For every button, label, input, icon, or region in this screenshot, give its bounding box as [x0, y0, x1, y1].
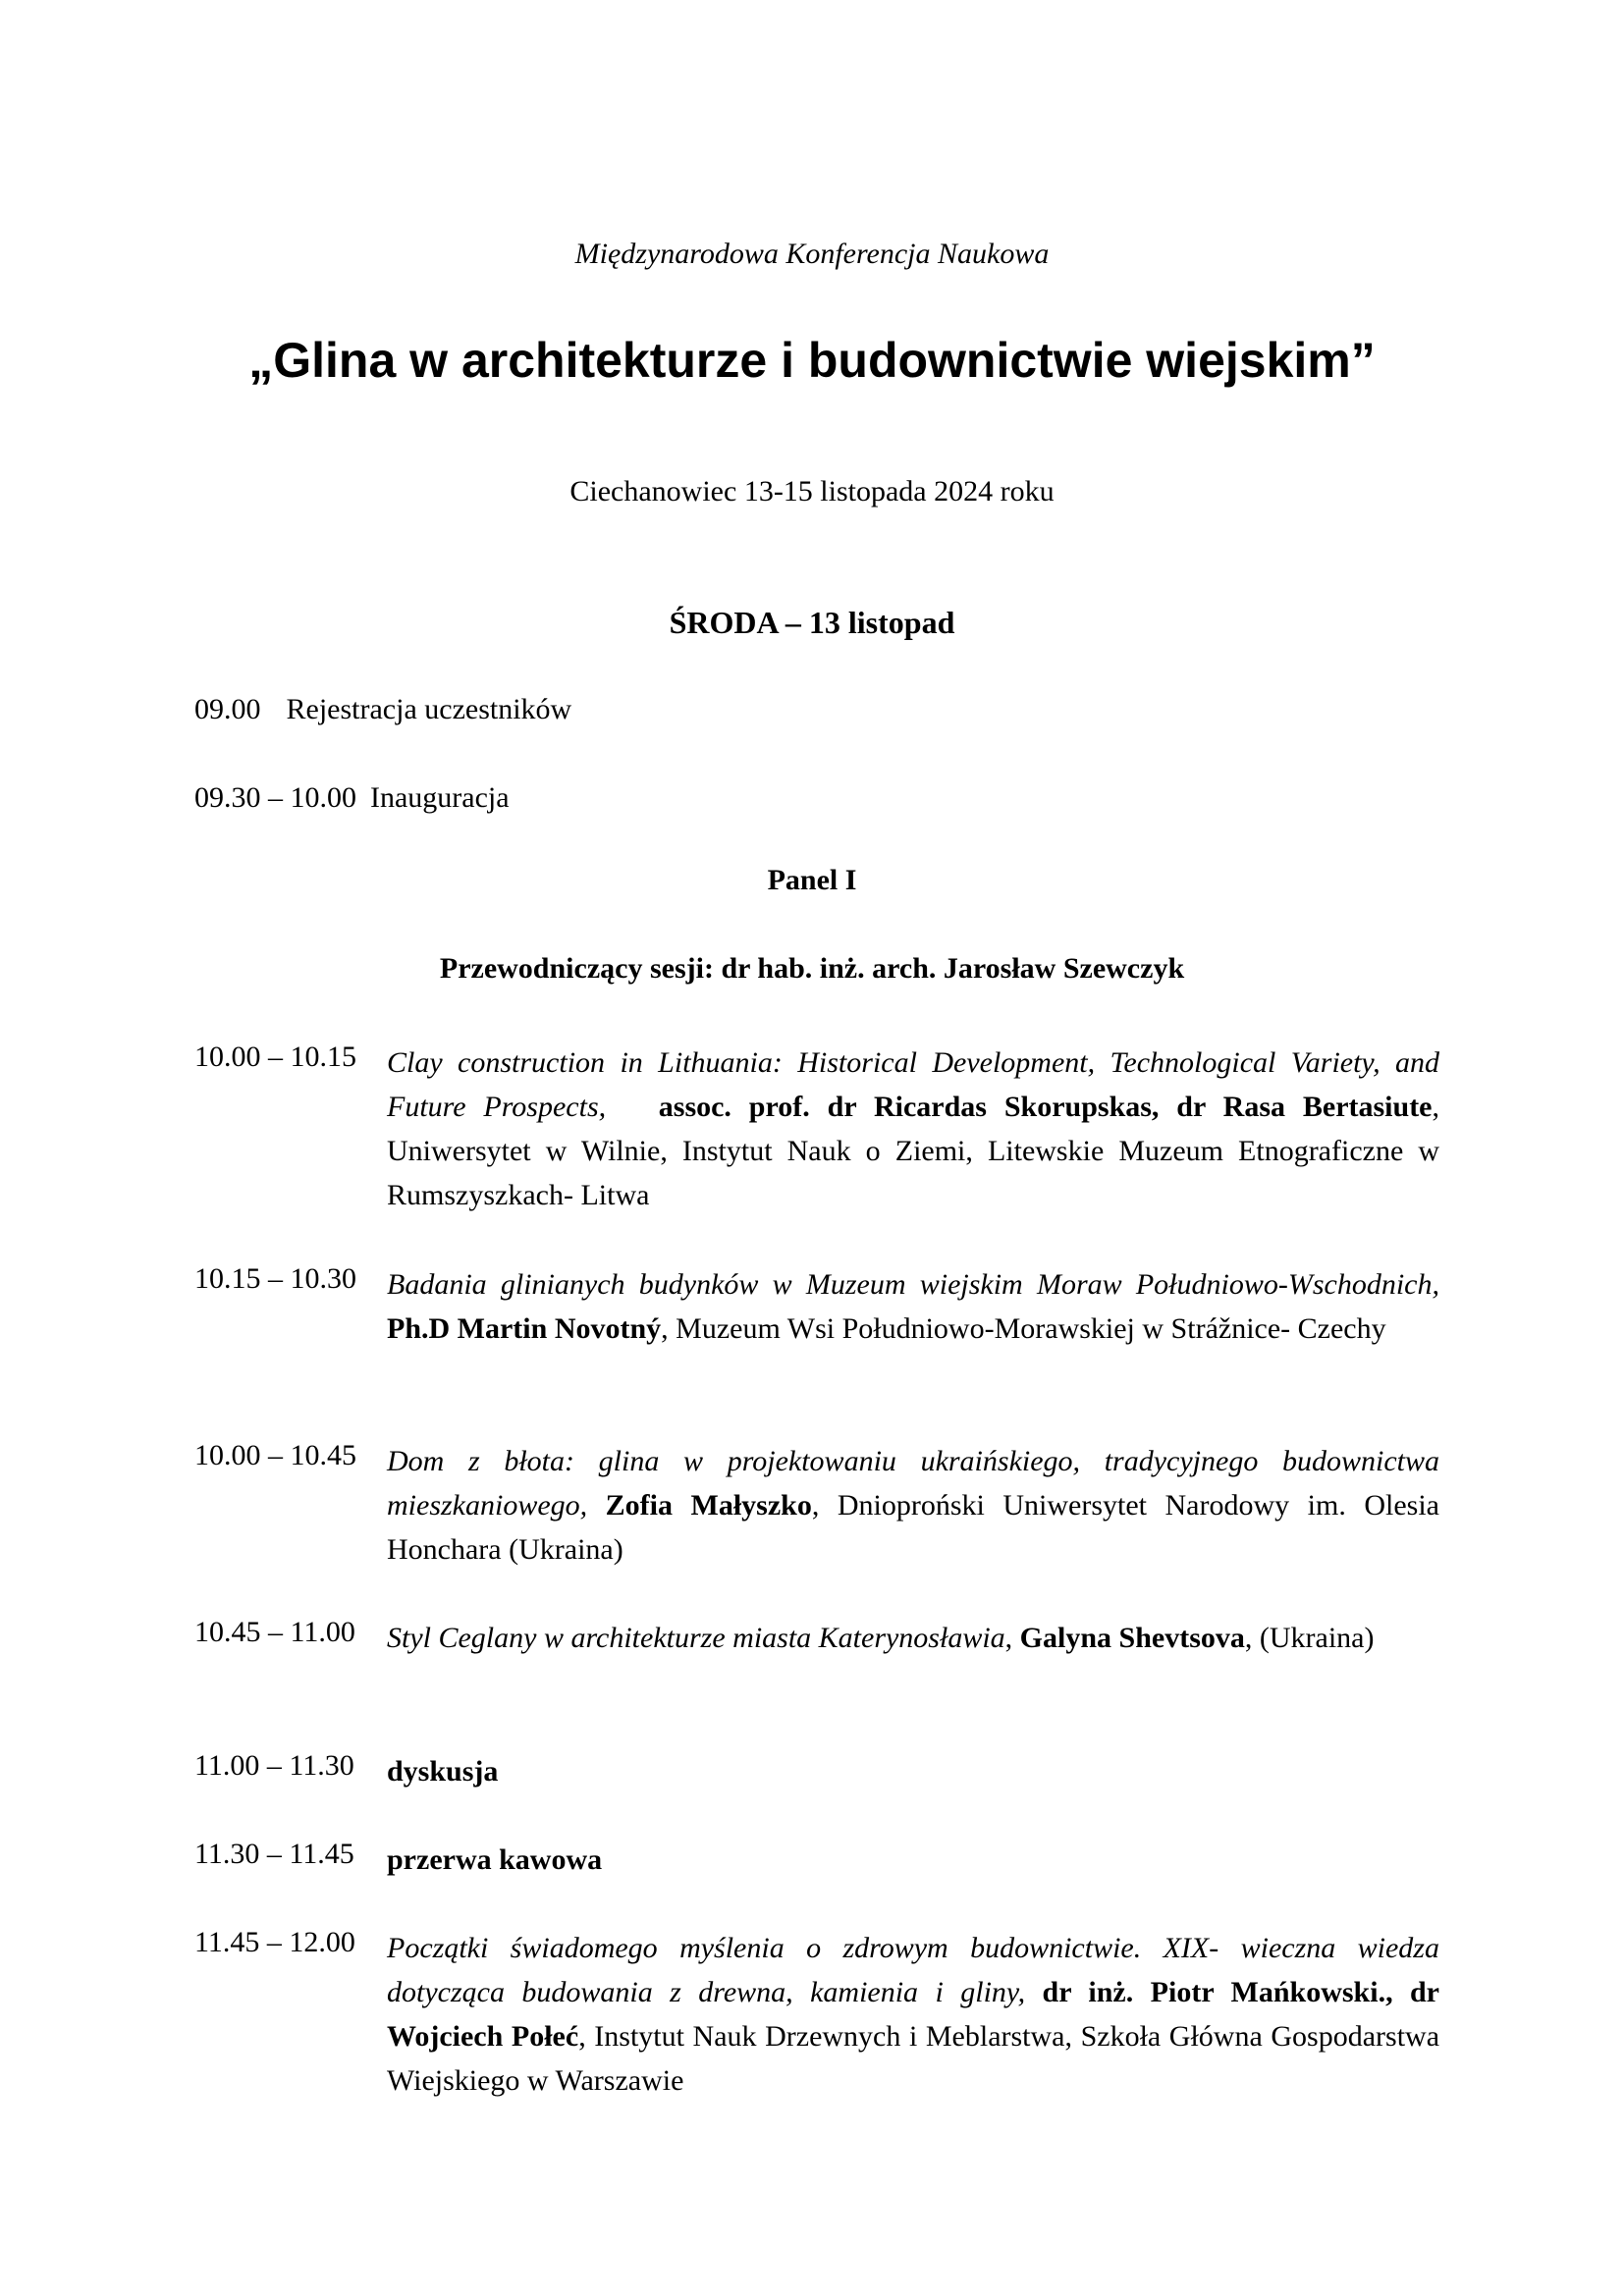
- schedule-time: 09.30 – 10.00: [194, 781, 356, 814]
- schedule-label: Inauguracja: [370, 781, 510, 814]
- conference-title: „Glina w architekturze i budownictwie wiejskim”: [248, 333, 1376, 388]
- talk-affiliation: , Instytut Nauk Drzewnych i Meblarstwa, Szkoła Główna Gospodarstwa Wiejskiego w Warszawie: [387, 2020, 1440, 2097]
- talk-entry: [194, 1262, 1439, 1351]
- talk-time: 10.00 – 10.15: [194, 1041, 356, 1073]
- schedule-item-coffee-break: [194, 1838, 1439, 1882]
- panel-title: Panel I: [767, 864, 857, 896]
- talk-affiliation: , (Ukraina): [1244, 1622, 1375, 1654]
- talk-entry: 10.45 – 11.00 Styl Ceglany w architekturze miasta Katerynosławia, Galyna Shevtsova, (Ukraina): [194, 1616, 1375, 1654]
- talk-title: Clay construction in Lithuania: Historical Development, Technological Variety, and Future Prospects,: [387, 1046, 1439, 1123]
- schedule-item-discussion: [194, 1749, 1439, 1793]
- talk-entry: [194, 1926, 1439, 2103]
- talk-authors: Galyna Shevtsova: [1019, 1622, 1245, 1654]
- talk-authors: assoc. prof. dr Ricardas Skorupskas, dr Rasa Bertasiute: [658, 1091, 1433, 1123]
- schedule-label: przerwa kawowa: [387, 1843, 603, 1876]
- talk-time: 11.45 – 12.00: [194, 1926, 355, 1958]
- talk-affiliation: , Dnioproński Uniwersytet Narodowy im. Olesia Honchara (Ukraina): [387, 1489, 1439, 1566]
- talk-entry: [194, 1041, 1439, 1217]
- panel-chair: Przewodniczący sesji: dr hab. inż. arch. Jarosław Szewczyk: [439, 952, 1185, 985]
- talk-authors: Zofia Małyszko: [605, 1489, 812, 1522]
- talk-authors: dr inż. Piotr Mańkowski., dr Wojciech Połeć: [387, 1976, 1439, 2053]
- schedule-time: 11.30 – 11.45: [194, 1838, 354, 1870]
- talk-entry: [194, 1439, 1439, 1572]
- conference-pretitle: Międzynarodowa Konferencja Naukowa: [574, 238, 1050, 270]
- schedule-item-inauguration: [194, 781, 510, 815]
- talk-time: 10.45 – 11.00: [194, 1616, 355, 1648]
- conference-place-date: Ciechanowiec 13-15 listopada 2024 roku: [569, 475, 1055, 507]
- talk-time: 10.00 – 10.45: [194, 1439, 356, 1471]
- talk-title: Badania glinianych budynków w Muzeum wiejskim Moraw Południowo-Wschodnich,: [387, 1268, 1439, 1301]
- schedule-time: 09.00: [194, 693, 261, 725]
- talk-affiliation: , Uniwersytet w Wilnie, Instytut Nauk o Ziemi, Litewskie Muzeum Etnograficzne w Rumszyszkach- Litwa: [387, 1091, 1439, 1211]
- schedule-label: dyskusja: [387, 1755, 499, 1788]
- day-heading: ŚRODA – 13 listopad: [669, 605, 955, 640]
- talk-affiliation: , Muzeum Wsi Południowo-Morawskiej w Strážnice- Czechy: [661, 1312, 1386, 1345]
- schedule-time: 11.00 – 11.30: [194, 1749, 354, 1782]
- talk-title: Dom z błota: glina w projektowaniu ukraińskiego, tradycyjnego budownictwa mieszkaniowego,: [387, 1445, 1439, 1522]
- schedule-item-registration: [194, 693, 571, 726]
- schedule-label: Rejestracja uczestników: [286, 693, 572, 725]
- talk-title: Początki świadomego myślenia o zdrowym budownictwie. XIX- wieczna wiedza dotycząca budowania z drewna, kamienia i gliny,: [387, 1932, 1439, 2008]
- talk-title: Styl Ceglany w architekturze miasta Katerynosławia: [387, 1622, 1005, 1654]
- talk-time: 10.15 – 10.30: [194, 1262, 356, 1295]
- talk-authors: Ph.D Martin Novotný: [387, 1312, 662, 1345]
